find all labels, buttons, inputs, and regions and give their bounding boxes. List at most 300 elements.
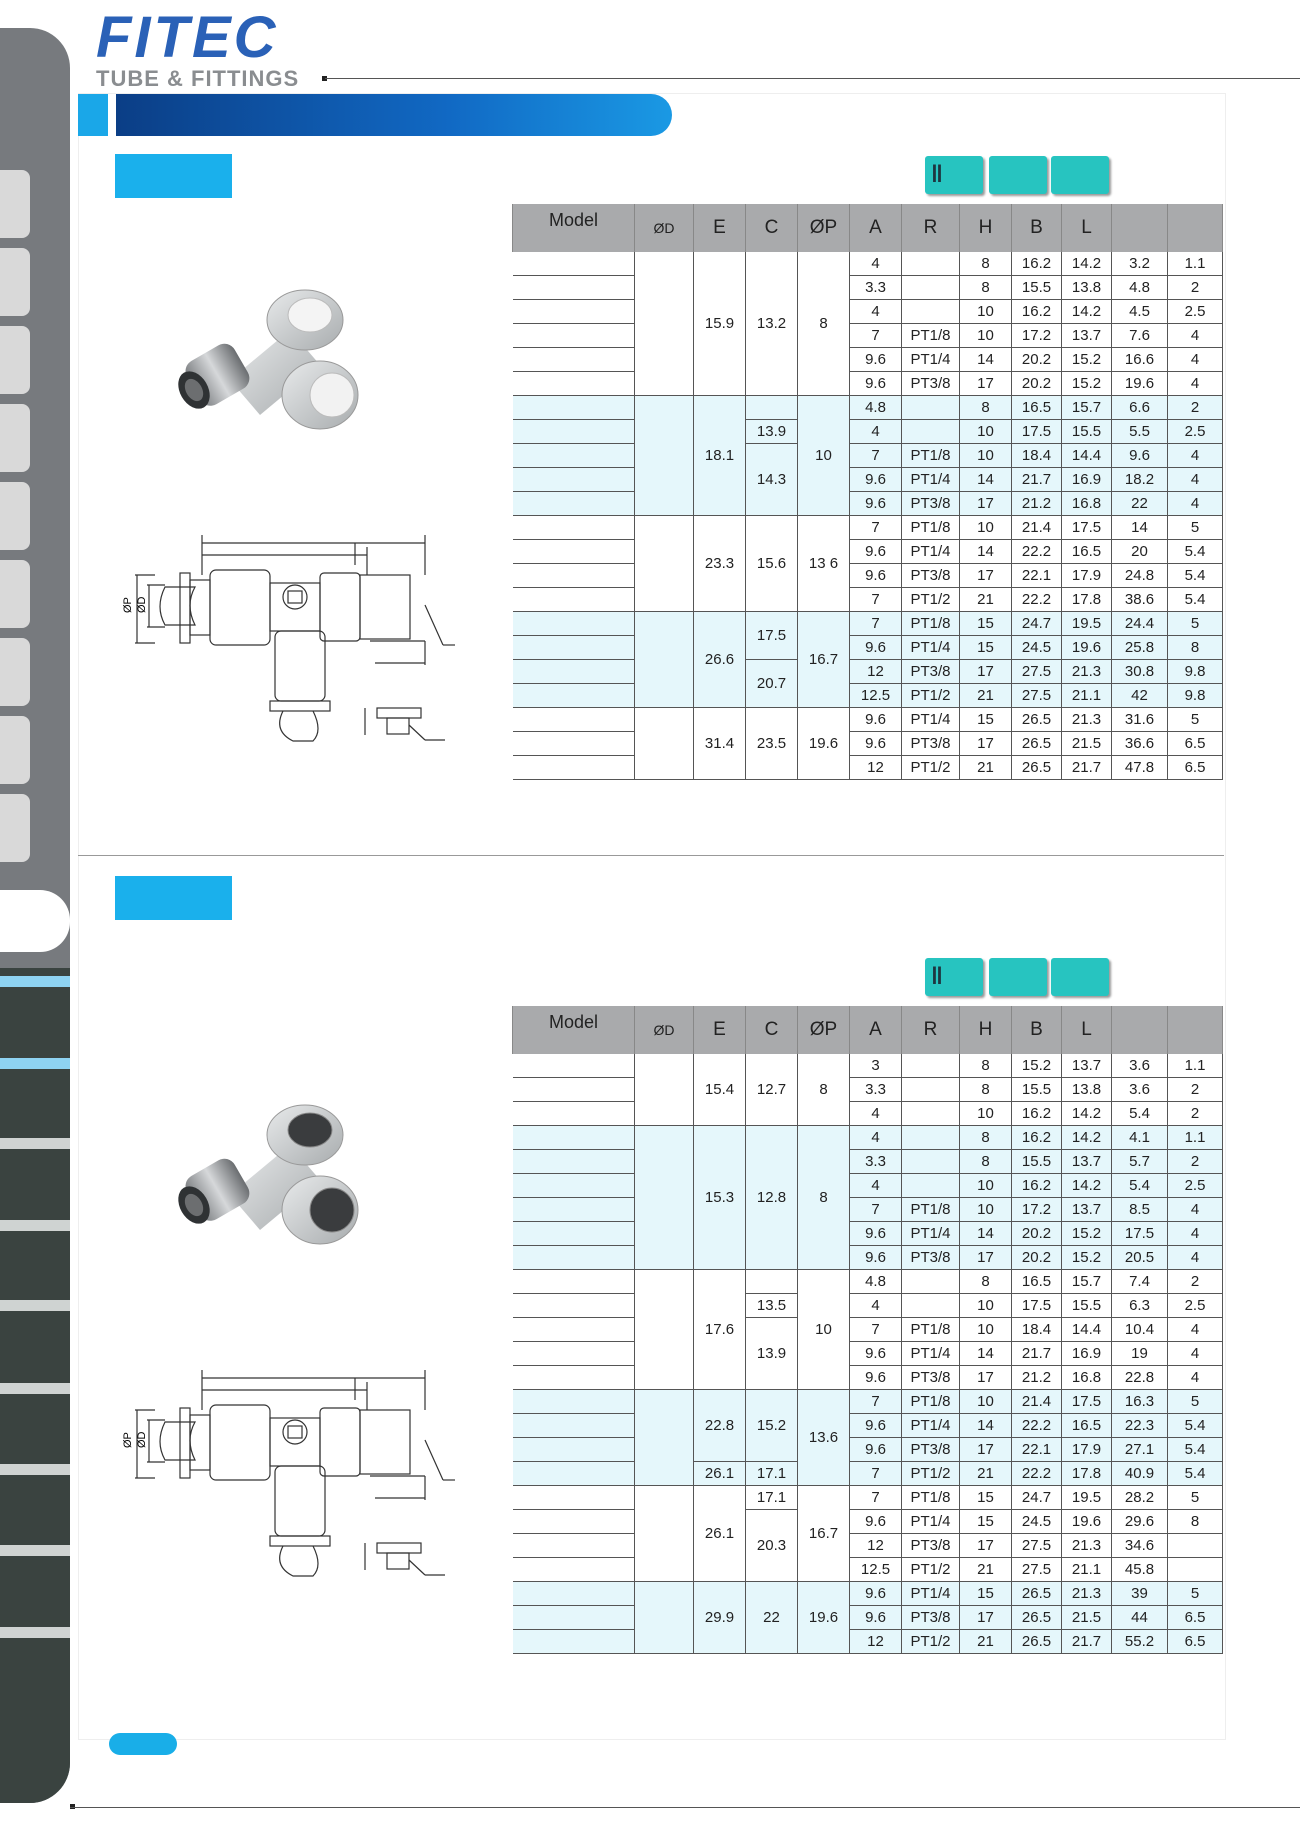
value-cell: 24.7 bbox=[1012, 1486, 1062, 1510]
tee-fitting-photo bbox=[170, 270, 390, 460]
model-cell bbox=[513, 1342, 635, 1366]
value-cell: 10 bbox=[960, 516, 1012, 540]
od-cell bbox=[635, 1270, 694, 1390]
value-cell: 9.6 bbox=[850, 468, 902, 492]
value-cell: 17 bbox=[960, 564, 1012, 588]
value-cell: 9.6 bbox=[850, 1342, 902, 1366]
value-cell: PT1/8 bbox=[902, 444, 960, 468]
op-cell: 13 6 bbox=[798, 516, 850, 612]
value-cell: 15.5 bbox=[1012, 1078, 1062, 1102]
c-cell: 12.8 bbox=[746, 1126, 798, 1270]
value-cell: PT1/2 bbox=[902, 1558, 960, 1582]
table-row bbox=[513, 660, 1223, 684]
value-cell: 20.2 bbox=[1012, 1246, 1062, 1270]
value-cell: 27.1 bbox=[1112, 1438, 1168, 1462]
table-row bbox=[513, 1558, 1223, 1582]
e-cell: 26.1 bbox=[694, 1462, 746, 1486]
column-header: R bbox=[902, 204, 960, 252]
value-cell: 8 bbox=[1168, 636, 1223, 660]
dim-label-op: ØP bbox=[122, 1432, 134, 1448]
table-row bbox=[513, 1606, 1223, 1630]
od-cell bbox=[635, 1390, 694, 1486]
value-cell: 16.6 bbox=[1112, 348, 1168, 372]
value-cell: 13.8 bbox=[1062, 276, 1112, 300]
value-cell: 14 bbox=[960, 540, 1012, 564]
value-cell: 14.2 bbox=[1062, 1102, 1112, 1126]
c-cell: 20.3 bbox=[746, 1510, 798, 1582]
value-cell: 6.5 bbox=[1168, 732, 1223, 756]
value-cell: PT1/8 bbox=[902, 1198, 960, 1222]
table-row bbox=[513, 1510, 1223, 1534]
value-cell: 15.5 bbox=[1012, 1150, 1062, 1174]
value-cell: 14.4 bbox=[1062, 444, 1112, 468]
op-cell: 16.7 bbox=[798, 612, 850, 708]
column-header bbox=[1112, 204, 1168, 252]
table-row bbox=[513, 1342, 1223, 1366]
value-cell: 3.2 bbox=[1112, 252, 1168, 276]
value-cell: 17 bbox=[960, 492, 1012, 516]
model-cell bbox=[513, 276, 635, 300]
model-cell bbox=[513, 1486, 635, 1510]
value-cell: PT1/2 bbox=[902, 756, 960, 780]
value-cell: 39 bbox=[1112, 1582, 1168, 1606]
value-cell: 9.6 bbox=[850, 708, 902, 732]
value-cell: 9.6 bbox=[850, 540, 902, 564]
value-cell: 4 bbox=[850, 1126, 902, 1150]
sidebar-tab-7[interactable] bbox=[0, 638, 30, 706]
value-cell: 16.3 bbox=[1112, 1390, 1168, 1414]
value-cell: 2.5 bbox=[1168, 420, 1223, 444]
value-cell: 7 bbox=[850, 612, 902, 636]
value-cell: 9.6 bbox=[1112, 444, 1168, 468]
value-cell: 45.8 bbox=[1112, 1558, 1168, 1582]
table-row bbox=[513, 1270, 1223, 1294]
value-cell: 2.5 bbox=[1168, 1174, 1223, 1198]
value-cell: PT1/4 bbox=[902, 1414, 960, 1438]
value-cell: PT1/8 bbox=[902, 1318, 960, 1342]
table-row bbox=[513, 1222, 1223, 1246]
e-cell: 23.3 bbox=[694, 516, 746, 612]
value-cell: 47.8 bbox=[1112, 756, 1168, 780]
value-cell: 1.1 bbox=[1168, 1126, 1223, 1150]
table-row bbox=[513, 708, 1223, 732]
badge-3[interactable] bbox=[1051, 156, 1109, 194]
value-cell: 22.8 bbox=[1112, 1366, 1168, 1390]
value-cell: 21 bbox=[960, 756, 1012, 780]
value-cell: 14.4 bbox=[1062, 1318, 1112, 1342]
c-cell: 20.7 bbox=[746, 660, 798, 708]
value-cell: 8 bbox=[960, 1150, 1012, 1174]
value-cell: 7 bbox=[850, 588, 902, 612]
value-cell: PT3/8 bbox=[902, 732, 960, 756]
value-cell: 5.4 bbox=[1112, 1174, 1168, 1198]
value-cell: 2 bbox=[1168, 1270, 1223, 1294]
value-cell: 9.6 bbox=[850, 732, 902, 756]
column-header bbox=[1112, 1006, 1168, 1054]
value-cell: 4.1 bbox=[1112, 1126, 1168, 1150]
model-cell bbox=[513, 660, 635, 684]
model-cell bbox=[513, 1246, 635, 1270]
model-cell bbox=[513, 588, 635, 612]
value-cell: 8 bbox=[960, 1126, 1012, 1150]
value-cell: 3.3 bbox=[850, 1078, 902, 1102]
sidebar-tab-1[interactable] bbox=[0, 170, 30, 238]
table-row bbox=[513, 612, 1223, 636]
value-cell: PT1/8 bbox=[902, 324, 960, 348]
value-cell: 21.7 bbox=[1062, 1630, 1112, 1654]
value-cell: 10 bbox=[960, 1294, 1012, 1318]
op-cell: 8 bbox=[798, 1126, 850, 1270]
logo-subtitle: TUBE & FITTINGS bbox=[96, 66, 300, 91]
value-cell: 28.2 bbox=[1112, 1486, 1168, 1510]
value-cell: 26.5 bbox=[1012, 1582, 1062, 1606]
value-cell: 22.1 bbox=[1012, 564, 1062, 588]
value-cell: 9.6 bbox=[850, 372, 902, 396]
value-cell: 10 bbox=[960, 1318, 1012, 1342]
model-cell bbox=[513, 1054, 635, 1078]
op-cell: 10 bbox=[798, 396, 850, 516]
value-cell: 7 bbox=[850, 324, 902, 348]
model-cell bbox=[513, 1390, 635, 1414]
value-cell: 2 bbox=[1168, 1102, 1223, 1126]
table-row bbox=[513, 1390, 1223, 1414]
value-cell: 17 bbox=[960, 1438, 1012, 1462]
value-cell: 2 bbox=[1168, 1078, 1223, 1102]
sidebar-tab-active[interactable] bbox=[0, 890, 70, 952]
value-cell: 7 bbox=[850, 1462, 902, 1486]
sidebar-tab-6[interactable] bbox=[0, 560, 30, 628]
value-cell: 10 bbox=[960, 1390, 1012, 1414]
table-row bbox=[513, 300, 1223, 324]
value-cell: 14 bbox=[960, 1222, 1012, 1246]
value-cell: 21.4 bbox=[1012, 1390, 1062, 1414]
value-cell: 6.5 bbox=[1168, 1606, 1223, 1630]
value-cell: 8.5 bbox=[1112, 1198, 1168, 1222]
value-cell: 31.6 bbox=[1112, 708, 1168, 732]
value-cell: 17.5 bbox=[1062, 516, 1112, 540]
sidebar-tab-2[interactable] bbox=[0, 248, 30, 316]
value-cell: 26.5 bbox=[1012, 1630, 1062, 1654]
value-cell: 4.5 bbox=[1112, 300, 1168, 324]
table-row bbox=[513, 444, 1223, 468]
spec-table-2 bbox=[512, 1006, 1223, 1654]
value-cell: 9.6 bbox=[850, 1510, 902, 1534]
value-cell: 5 bbox=[1168, 1486, 1223, 1510]
value-cell: 20.5 bbox=[1112, 1246, 1168, 1270]
value-cell: 4.8 bbox=[850, 1270, 902, 1294]
value-cell: 10 bbox=[960, 420, 1012, 444]
value-cell: 17.5 bbox=[1112, 1222, 1168, 1246]
value-cell: 17 bbox=[960, 732, 1012, 756]
value-cell: 1.1 bbox=[1168, 1054, 1223, 1078]
sidebar-tab-5[interactable] bbox=[0, 482, 30, 550]
value-cell: 8 bbox=[960, 396, 1012, 420]
sidebar-tab-3[interactable] bbox=[0, 326, 30, 394]
e-cell: 15.3 bbox=[694, 1126, 746, 1270]
model-cell bbox=[513, 1534, 635, 1558]
value-cell: 5.4 bbox=[1168, 1438, 1223, 1462]
page-number-pill[interactable] bbox=[109, 1733, 177, 1755]
pause-bars-icon: ‖ bbox=[931, 161, 943, 188]
value-cell: 17 bbox=[960, 1246, 1012, 1270]
value-cell: 5 bbox=[1168, 516, 1223, 540]
table-row bbox=[513, 252, 1223, 276]
value-cell: 22.2 bbox=[1012, 1414, 1062, 1438]
value-cell: 14 bbox=[960, 468, 1012, 492]
value-cell: 17 bbox=[960, 660, 1012, 684]
value-cell: 15.2 bbox=[1062, 372, 1112, 396]
value-cell: 12 bbox=[850, 756, 902, 780]
value-cell: 30.8 bbox=[1112, 660, 1168, 684]
value-cell: 4 bbox=[1168, 1318, 1223, 1342]
column-header bbox=[1168, 204, 1223, 252]
logo-title: FITEC bbox=[96, 5, 279, 70]
table-row bbox=[513, 324, 1223, 348]
badge-2b[interactable] bbox=[989, 958, 1047, 996]
value-cell: 21.5 bbox=[1062, 1606, 1112, 1630]
value-cell: 15 bbox=[960, 708, 1012, 732]
sidebar-divider bbox=[0, 1138, 70, 1149]
value-cell: 9.8 bbox=[1168, 684, 1223, 708]
value-cell: 4 bbox=[850, 252, 902, 276]
section-2-label bbox=[115, 876, 232, 920]
value-cell: 9.6 bbox=[850, 1222, 902, 1246]
value-cell: 5.4 bbox=[1168, 564, 1223, 588]
value-cell: 14.2 bbox=[1062, 1126, 1112, 1150]
value-cell: 10 bbox=[960, 1174, 1012, 1198]
value-cell: 2 bbox=[1168, 396, 1223, 420]
value-cell: 4 bbox=[1168, 1366, 1223, 1390]
value-cell: 16.8 bbox=[1062, 1366, 1112, 1390]
value-cell: 4 bbox=[1168, 492, 1223, 516]
table-row bbox=[513, 276, 1223, 300]
value-cell: 4 bbox=[1168, 348, 1223, 372]
value-cell: 10 bbox=[960, 1198, 1012, 1222]
value-cell: 16.2 bbox=[1012, 300, 1062, 324]
model-cell bbox=[513, 732, 635, 756]
table-row bbox=[513, 1366, 1223, 1390]
c-cell bbox=[746, 396, 798, 420]
value-cell: 19.6 bbox=[1062, 636, 1112, 660]
e-cell: 26.6 bbox=[694, 612, 746, 708]
value-cell: PT1/4 bbox=[902, 1510, 960, 1534]
value-cell: 19 bbox=[1112, 1342, 1168, 1366]
column-header: R bbox=[902, 1006, 960, 1054]
model-cell bbox=[513, 1366, 635, 1390]
header-rule bbox=[325, 78, 1300, 79]
value-cell: 34.6 bbox=[1112, 1534, 1168, 1558]
value-cell: 16.5 bbox=[1012, 396, 1062, 420]
value-cell: 16.2 bbox=[1012, 1102, 1062, 1126]
sidebar-tab-9[interactable] bbox=[0, 794, 30, 862]
table-row bbox=[513, 1150, 1223, 1174]
value-cell: 16.2 bbox=[1012, 1174, 1062, 1198]
value-cell: 5.4 bbox=[1168, 540, 1223, 564]
table-row bbox=[513, 1294, 1223, 1318]
model-cell bbox=[513, 444, 635, 468]
value-cell: 10.4 bbox=[1112, 1318, 1168, 1342]
value-cell: 13.7 bbox=[1062, 324, 1112, 348]
value-cell: 16.2 bbox=[1012, 252, 1062, 276]
value-cell: 5.4 bbox=[1168, 1414, 1223, 1438]
e-cell: 26.1 bbox=[694, 1486, 746, 1582]
value-cell: 9.6 bbox=[850, 1366, 902, 1390]
value-cell: 17 bbox=[960, 1606, 1012, 1630]
model-cell bbox=[513, 1510, 635, 1534]
value-cell: 5 bbox=[1168, 708, 1223, 732]
value-cell: 5.4 bbox=[1168, 588, 1223, 612]
value-cell: 2 bbox=[1168, 276, 1223, 300]
c-cell bbox=[746, 1270, 798, 1294]
value-cell: 26.5 bbox=[1012, 732, 1062, 756]
value-cell: 8 bbox=[960, 252, 1012, 276]
value-cell: 18.4 bbox=[1012, 444, 1062, 468]
value-cell: 22 bbox=[1112, 492, 1168, 516]
c-cell: 15.2 bbox=[746, 1390, 798, 1462]
model-cell bbox=[513, 1582, 635, 1606]
table-row bbox=[513, 1438, 1223, 1462]
table-row bbox=[513, 516, 1223, 540]
value-cell: 8 bbox=[960, 1078, 1012, 1102]
c-cell: 17.1 bbox=[746, 1462, 798, 1486]
model-cell bbox=[513, 516, 635, 540]
value-cell: PT3/8 bbox=[902, 660, 960, 684]
value-cell: 21 bbox=[960, 684, 1012, 708]
badge-2[interactable] bbox=[989, 156, 1047, 194]
value-cell bbox=[902, 276, 960, 300]
value-cell: 14 bbox=[960, 348, 1012, 372]
c-cell: 13.2 bbox=[746, 252, 798, 396]
e-cell: 15.9 bbox=[694, 252, 746, 396]
c-cell: 13.5 bbox=[746, 1294, 798, 1318]
value-cell: 21.4 bbox=[1012, 516, 1062, 540]
value-cell: PT3/8 bbox=[902, 564, 960, 588]
value-cell: 21.3 bbox=[1062, 1582, 1112, 1606]
value-cell: 8 bbox=[960, 276, 1012, 300]
value-cell bbox=[902, 1126, 960, 1150]
c-cell: 17.1 bbox=[746, 1486, 798, 1510]
od-cell bbox=[635, 396, 694, 516]
model-cell bbox=[513, 420, 635, 444]
model-cell bbox=[513, 300, 635, 324]
model-cell bbox=[513, 1438, 635, 1462]
value-cell: 12 bbox=[850, 1630, 902, 1654]
value-cell: 9.6 bbox=[850, 636, 902, 660]
brand-logo[interactable] bbox=[96, 5, 300, 92]
model-cell bbox=[513, 1174, 635, 1198]
value-cell: 24.5 bbox=[1012, 1510, 1062, 1534]
value-cell: 17.9 bbox=[1062, 564, 1112, 588]
value-cell: 15.7 bbox=[1062, 396, 1112, 420]
value-cell: 14.2 bbox=[1062, 252, 1112, 276]
table-row bbox=[513, 1462, 1223, 1486]
value-cell: 21.3 bbox=[1062, 1534, 1112, 1558]
c-cell: 12.7 bbox=[746, 1054, 798, 1126]
sidebar-divider bbox=[0, 1464, 70, 1475]
sidebar-tab-8[interactable] bbox=[0, 716, 30, 784]
c-cell: 23.5 bbox=[746, 708, 798, 780]
value-cell: PT1/4 bbox=[902, 1222, 960, 1246]
sidebar-divider bbox=[0, 1300, 70, 1311]
section-1-label bbox=[115, 154, 232, 198]
value-cell: 27.5 bbox=[1012, 684, 1062, 708]
badge-1b[interactable] bbox=[925, 958, 983, 996]
sidebar-divider bbox=[0, 1627, 70, 1638]
value-cell: 18.4 bbox=[1012, 1318, 1062, 1342]
value-cell: 21.7 bbox=[1012, 1342, 1062, 1366]
value-cell: 5.4 bbox=[1112, 1102, 1168, 1126]
table-row bbox=[513, 372, 1223, 396]
model-cell bbox=[513, 636, 635, 660]
model-cell bbox=[513, 1462, 635, 1486]
model-cell bbox=[513, 1150, 635, 1174]
value-cell: 21.7 bbox=[1062, 756, 1112, 780]
value-cell: 9.6 bbox=[850, 1582, 902, 1606]
value-cell bbox=[902, 1078, 960, 1102]
value-cell: 17.2 bbox=[1012, 1198, 1062, 1222]
value-cell: 21 bbox=[960, 588, 1012, 612]
column-header: E bbox=[694, 204, 746, 252]
badge-3b[interactable] bbox=[1051, 958, 1109, 996]
model-cell bbox=[513, 756, 635, 780]
value-cell: PT3/8 bbox=[902, 1246, 960, 1270]
value-cell: 3.3 bbox=[850, 1150, 902, 1174]
badge-1[interactable] bbox=[925, 156, 983, 194]
value-cell: 16.9 bbox=[1062, 468, 1112, 492]
value-cell: 21.3 bbox=[1062, 660, 1112, 684]
table-row bbox=[513, 492, 1223, 516]
sidebar-divider bbox=[0, 1545, 70, 1556]
value-cell: 4 bbox=[1168, 1342, 1223, 1366]
value-cell: 17.5 bbox=[1012, 420, 1062, 444]
value-cell: 7 bbox=[850, 1486, 902, 1510]
value-cell: 22.1 bbox=[1012, 1438, 1062, 1462]
sidebar-tab-4[interactable] bbox=[0, 404, 30, 472]
value-cell: 21.2 bbox=[1012, 492, 1062, 516]
value-cell: 7 bbox=[850, 1390, 902, 1414]
column-header: C bbox=[746, 204, 798, 252]
value-cell: 14 bbox=[960, 1414, 1012, 1438]
value-cell: 15.2 bbox=[1062, 1222, 1112, 1246]
value-cell: 3.3 bbox=[850, 276, 902, 300]
column-header: B bbox=[1012, 204, 1062, 252]
value-cell: PT1/4 bbox=[902, 708, 960, 732]
value-cell: 10 bbox=[960, 444, 1012, 468]
value-cell: 7 bbox=[850, 516, 902, 540]
od-cell bbox=[635, 612, 694, 708]
table-row bbox=[513, 1246, 1223, 1270]
value-cell: 19.5 bbox=[1062, 612, 1112, 636]
table-row bbox=[513, 1486, 1223, 1510]
value-cell: 7 bbox=[850, 444, 902, 468]
value-cell: 42 bbox=[1112, 684, 1168, 708]
c-cell: 14.3 bbox=[746, 444, 798, 516]
value-cell: 21 bbox=[960, 1630, 1012, 1654]
column-header bbox=[1168, 1006, 1223, 1054]
sidebar-divider bbox=[0, 1220, 70, 1231]
e-cell: 17.6 bbox=[694, 1270, 746, 1390]
value-cell: 12.5 bbox=[850, 1558, 902, 1582]
column-header: B bbox=[1012, 1006, 1062, 1054]
value-cell: 21 bbox=[960, 1558, 1012, 1582]
table-row bbox=[513, 1078, 1223, 1102]
value-cell: 20.2 bbox=[1012, 348, 1062, 372]
table-row bbox=[513, 1054, 1223, 1078]
value-cell: 26.5 bbox=[1012, 1606, 1062, 1630]
value-cell: 4 bbox=[850, 1102, 902, 1126]
value-cell: 8 bbox=[960, 1054, 1012, 1078]
op-cell: 19.6 bbox=[798, 708, 850, 780]
